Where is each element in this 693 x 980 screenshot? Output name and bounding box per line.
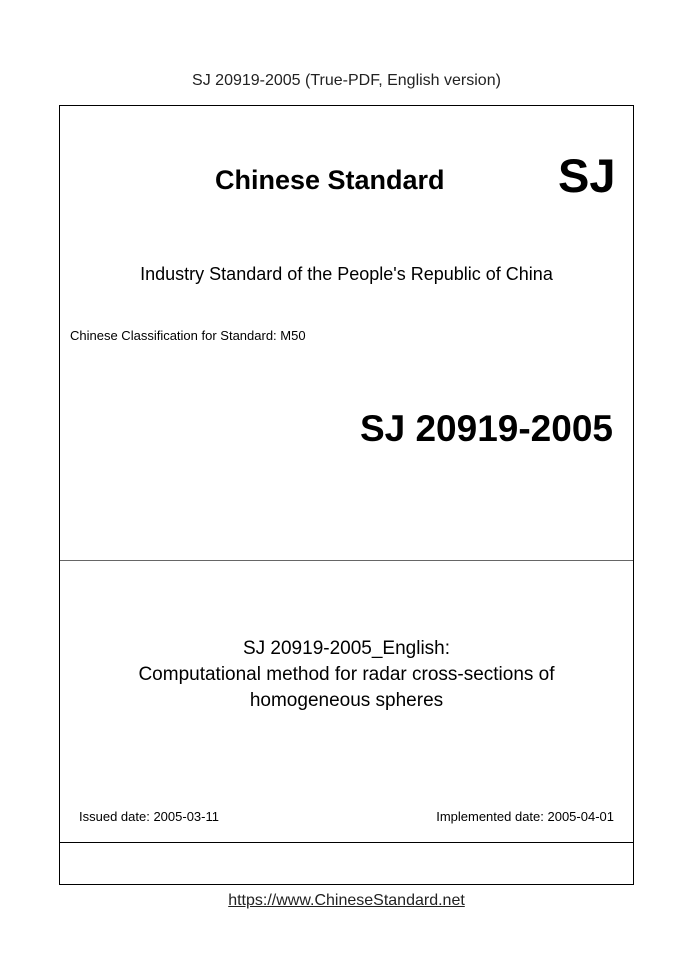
page-header: SJ 20919-2005 (True-PDF, English version) (192, 72, 501, 89)
footer (0, 892, 693, 910)
title-line-1: SJ 20919-2005_English: (242, 638, 451, 659)
document-title (60, 636, 633, 714)
issued-date: Issued date: 2005-03-11 (79, 809, 219, 824)
standard-number: SJ 20919-2005 (359, 408, 613, 449)
classification-line: Chinese Classification for Standard: M50 (70, 328, 306, 343)
industry-line: Industry Standard of the People's Republic of China (140, 264, 553, 284)
title-line-2: Computational method for radar cross-sections of (138, 664, 555, 685)
implemented-date: Implemented date: 2005-04-01 (436, 809, 614, 824)
cover-top-panel (60, 106, 633, 561)
standard-code-mark: SJ (558, 149, 616, 202)
cover-frame (59, 105, 634, 885)
website-link[interactable]: https://www.ChineseStandard.net (228, 892, 465, 909)
cover-bottom-panel (60, 842, 633, 884)
doc-type-title: Chinese Standard (215, 165, 445, 195)
cover-middle-panel (60, 561, 633, 842)
title-line-3: homogeneous spheres (249, 690, 444, 711)
